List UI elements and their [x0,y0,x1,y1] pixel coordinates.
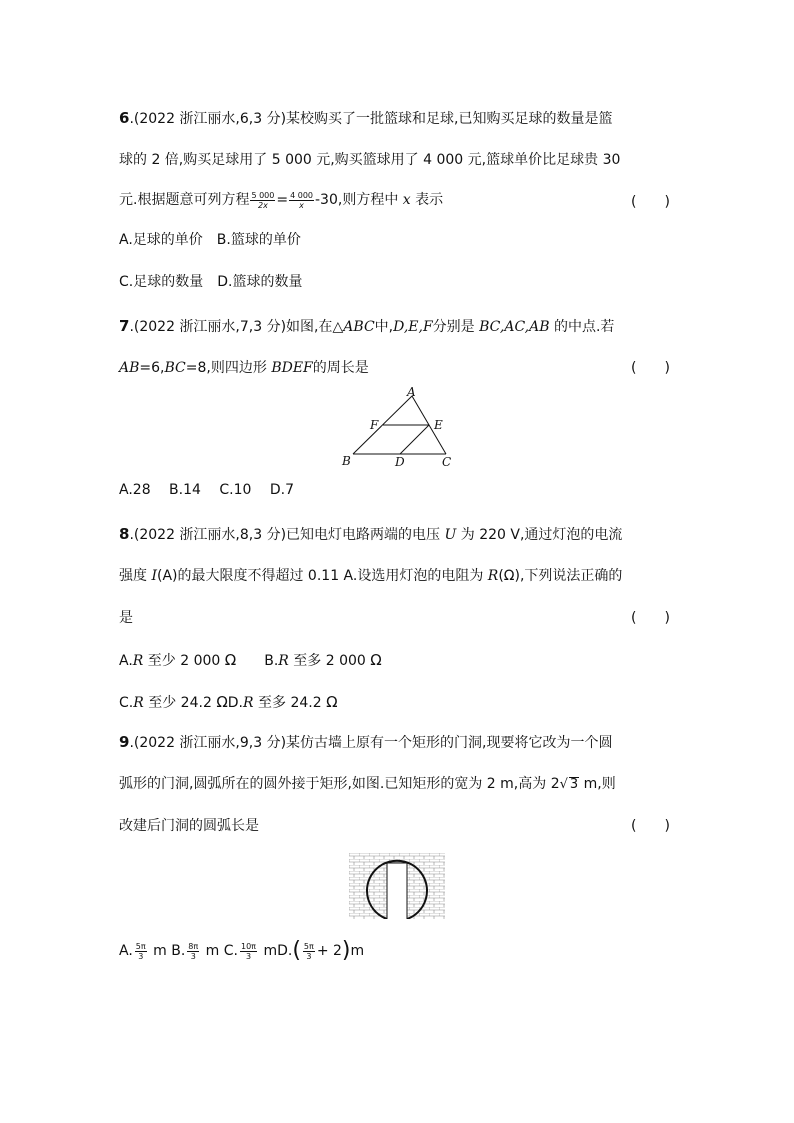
q9-option-d[interactable]: D.( $\frac{5\pi}{3}$ + 2)m [277,938,365,963]
label-c: C [442,455,452,469]
q8-line-2: 强度 I(A)的最大限度不得超过 0.11 A.设选用灯泡的电阻为 R(Ω),下列说法正确的 [119,568,623,584]
q6-option-c[interactable]: C.足球的数量 [119,274,204,290]
q7-answer-blank[interactable]: ( ) [631,360,670,376]
q8-option-b[interactable]: B.R 至多 2 000 Ω [264,651,382,669]
label-a: A [407,386,416,399]
q9-options [119,938,364,964]
q9-answer-blank[interactable]: ( ) [631,818,670,834]
q8-line-1: 8.(2022 浙江丽水,8,3 分)已知电灯电路两端的电压 U 为 220 V,通过灯泡的电流 [119,525,623,543]
q7-line-1: 7.(2022 浙江丽水,7,3 分)如图,在△ABC中,D,E,F分别是 BC,AC,AB 的中点.若 [119,317,615,335]
label-e: E [434,418,443,432]
q8-answer-blank[interactable]: ( ) [631,610,670,626]
q8-options-row-2 [119,692,338,713]
q6-fraction-1: $\frac{5 000}{2x}$ [251,190,275,210]
q6-stem-1: .(2022 浙江丽水,6,3 分)某校购买了一批篮球和足球,已知购买足球的数量是篮 [129,111,613,127]
segment-ed [400,425,429,454]
q8-line-3: 是 [119,610,133,626]
q6-line-2: 球的 2 倍,购买足球用了 5 000 元,购买篮球用了 4 000 元,篮球单价比足球贵 30 [119,152,621,168]
rectangle-door [387,863,407,919]
q9-line-3: 改建后门洞的圆弧长是 [119,818,259,834]
label-f: F [370,418,379,432]
q6-line-1 [119,108,613,129]
q6-options-row-2 [119,272,302,292]
q9-line-1: 9.(2022 浙江丽水,9,3 分)某仿古墙上原有一个矩形的门洞,现要将它改为一个圆 [119,733,613,751]
q6-options-row-1 [119,230,301,250]
q7-line-2: AB=6,BC=8,则四边形 BDEF的周长是 [119,360,369,376]
q7-triangle-figure [338,386,458,470]
q8-options-row-1 [119,650,382,671]
q6-option-d[interactable]: D.篮球的数量 [217,274,303,290]
q7-number: 7 [119,317,130,335]
q9-line-2: 弧形的门洞,圆弧所在的圆外接于矩形,如图.已知矩形的宽为 2 m,高为 2√ 3 m,则 [119,776,616,792]
q6-line-3: 元.根据题意可列方程 $\frac{5 000}{2x}$ = $\frac{4 000}{x}$ -30,则方程中 x 表示 [119,190,444,210]
q9-sqrt-3: 3 [569,777,579,792]
q6-number: 6 [119,109,130,127]
q8-option-c[interactable]: C.R 至少 24.2 Ω [119,693,228,711]
q6-option-b[interactable]: B.篮球的单价 [216,232,301,248]
q7-options[interactable]: A.28 B.14 C.10 D.7 [119,482,294,498]
q6-fraction-2: $\frac{4 000}{x}$ [290,190,313,210]
q8-option-a[interactable]: A.R 至少 2 000 Ω [119,651,237,669]
q8-number: 8 [119,525,130,543]
q9-number: 9 [119,733,130,751]
label-b: B [342,454,351,468]
q8-option-d[interactable]: D.R 至多 24.2 Ω [227,693,338,711]
label-d: D [395,455,405,469]
q6-answer-blank[interactable]: ( ) [631,194,670,210]
q9-option-b[interactable]: B. $\frac{8\pi}{3}$ m [171,941,220,961]
q9-option-a[interactable]: A. $\frac{5\pi}{3}$ m [119,941,167,961]
q6-option-a[interactable]: A.足球的单价 [119,232,203,248]
q9-option-c[interactable]: C. $\frac{10\pi}{3}$ m [223,941,278,961]
q9-door-figure [349,853,445,919]
